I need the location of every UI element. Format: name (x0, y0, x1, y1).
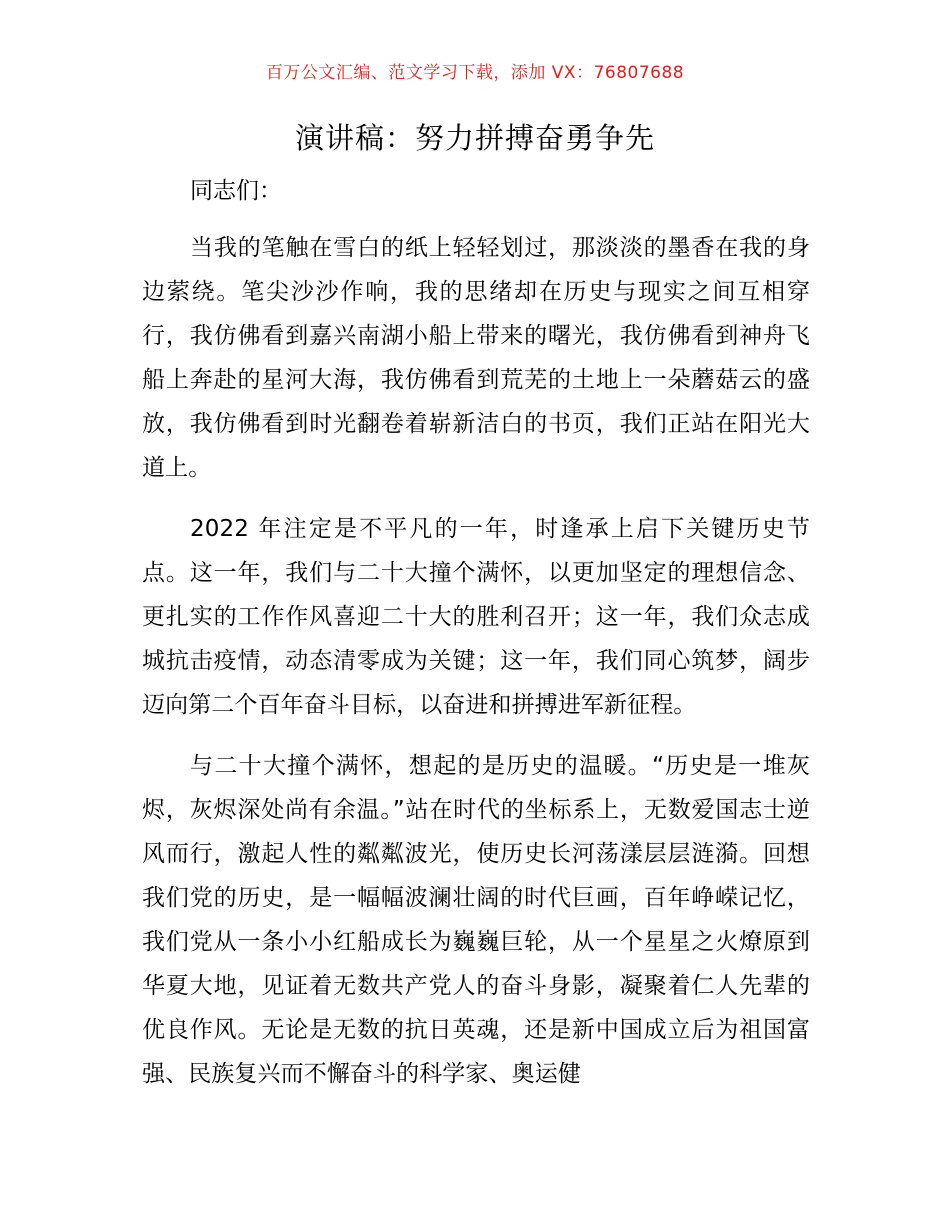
document-body (142, 226, 810, 1113)
header-watermark-note: 百万公文汇编、范文学习下载，添加 VX：76807688 (265, 63, 685, 83)
paragraph-1: 当我的笔触在雪白的纸上轻轻划过，那淡淡的墨香在我的身边萦绕。笔尖沙沙作响，我的思绪却在历史与现实之间互相穿行，我仿佛看到嘉兴南湖小船上带来的曙光，我仿佛看到神舟飞船上奔赴的星河大海，我仿佛看到荒芜的土地上一朵蘑菇云的盛放，我仿佛看到时光翻卷着崭新洁白的书页，我们正站在阳光大道上。 (142, 235, 810, 481)
paragraph-2: 2022 年注定是不平凡的一年，时逢承上启下关键历史节点。这一年，我们与二十大撞个满怀，以更加坚定的理想信念、更扎实的工作作风喜迎二十大的胜利召开；这一年，我们众志成城抗击疫情，动态清零成为关键；这一年，我们同心筑梦，阔步迈向第二个百年奋斗目标，以奋进和拼搏进军新征程。 (142, 516, 810, 718)
document-title: 演讲稿：努力拼搏奋勇争先 (294, 121, 655, 155)
paragraph-3: 与二十大撞个满怀，想起的是历史的温暖。“历史是一堆灰烬，灰烬深处尚有余温。”站在时代的坐标系上，无数爱国志士逆风而行，激起人性的粼粼波光，使历史长河荡漾层层涟漪。回想我们党的历史，是一幅幅波澜壮阔的时代巨画，百年峥嵘记忆，我们党从一条小小红船成长为巍巍巨轮，从一个星星之火燎原到华夏大地，见证着无数共产党人的奋斗身影，凝聚着仁人先辈的优良作风。无论是无数的抗日英魂，还是新中国成立后为祖国富强、民族复兴而不懈奋斗的科学家、奥运健 (142, 753, 810, 1087)
salutation: 同志们： (190, 178, 282, 204)
